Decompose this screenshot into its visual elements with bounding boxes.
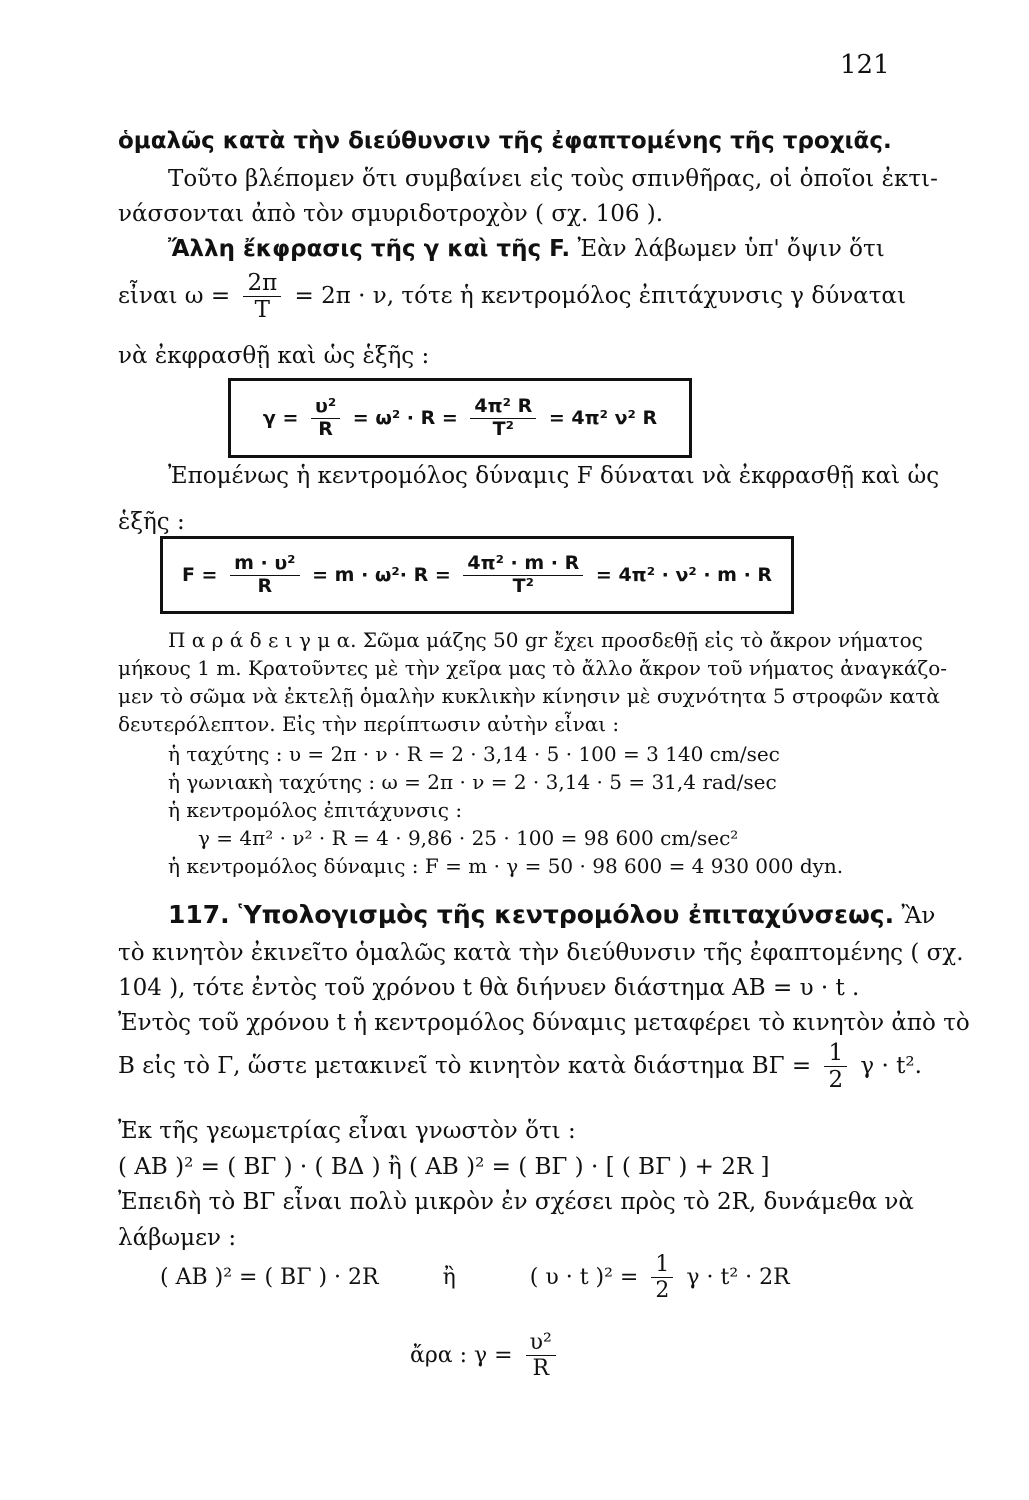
example-equation: ἡ ταχύτης : υ = 2π · ν · R = 2 · 3,14 · 5 · 100 = 3 140 cm/sec — [168, 742, 780, 766]
example-line: μήκους 1 m. Κρατοῦντες μὲ τὴν χεῖρα μας τὸ ἄλλο ἄκρον τοῦ νήματος ἀναγκάζο- — [118, 656, 948, 680]
equation-result: ἄρα : γ = $\frac{\text{υ²}}{R}$ — [410, 1330, 562, 1382]
equation-bg: Β εἰς τὸ Γ, ὥστε μετακινεῖ τὸ κινητὸν κατὰ διάστημα ΒΓ = $\frac{1}{2}$ γ · t². — [118, 1040, 922, 1094]
paragraph-line: Ἐπομένως ἡ κεντρομόλος δύναμις F δύναται νὰ ἐκφρασθῇ καὶ ὡς — [168, 463, 940, 489]
example-line: μεν τὸ σῶμα νὰ ἐκτελῇ ὁμαλὴν κυκλικὴν κίνησιν μὲ συχνότητα 5 στροφῶν κατὰ — [118, 684, 940, 708]
paragraph-line: Ἐντὸς τοῦ χρόνου t ἡ κεντρομόλος δύναμις μεταφέρει τὸ κινητὸν ἀπὸ τὸ — [118, 1010, 970, 1036]
section-heading-117: 117. Ὑπολογισμὸς τῆς κεντρομόλου ἐπιταχύνσεως. Ἂν — [168, 900, 936, 929]
equation-geometry: ( AB )² = ( ΒΓ ) · ( ΒΔ ) ἢ ( AB )² = ( ΒΓ ) · [ ( ΒΓ ) + 2R ] — [118, 1154, 770, 1180]
paragraph-line: Τοῦτο βλέπομεν ὅτι συμβαίνει εἰς τοὺς σπινθῆρας, οἱ ὁποῖοι ἐκτι- — [168, 166, 938, 192]
paragraph-line: ἑξῆς : — [118, 509, 185, 535]
paragraph-line: λάβωμεν : — [118, 1225, 237, 1251]
example-line: δευτερόλεπτον. Εἰς τὴν περίπτωσιν αὐτὴν εἶναι : — [118, 712, 620, 736]
fraction: $\frac{2\pi}{T}$ — [243, 270, 281, 324]
paragraph-line: Ἐκ τῆς γεωμετρίας εἶναι γνωστὸν ὅτι : — [118, 1118, 576, 1144]
paragraph-line: Ἐπειδὴ τὸ ΒΓ εἶναι πολὺ μικρὸν ἐν σχέσει πρὸς τὸ 2R, δυνάμεθα νὰ — [118, 1189, 914, 1215]
paragraph-line: νάσσονται ἀπὸ τὸν σμυριδοτροχὸν ( σχ. 106 ). — [118, 201, 664, 227]
paragraph-line: τὸ κινητὸν ἐκινεῖτο ὁμαλῶς κατὰ τὴν διεύθυνσιν τῆς ἐφαπτομένης ( σχ. — [118, 940, 964, 966]
example-equation: γ = 4π² · ν² · R = 4 · 9,86 · 25 · 100 = 98 600 cm/sec² — [198, 826, 739, 850]
paragraph-line: Ἄλλη ἔκφρασις τῆς γ καὶ τῆς F. Ἐὰν λάβωμεν ὑπ' ὄψιν ὅτι — [168, 236, 885, 262]
paragraph-line: 104 ), τότε ἐντὸς τοῦ χρόνου t θὰ διήνυεν διάστημα AB = υ · t . — [118, 975, 860, 1001]
example-equation: ἡ κεντρομόλος δύναμις : F = m · γ = 50 · 98 600 = 4 930 000 dyn. — [168, 854, 844, 878]
subheading: Ἄλλη ἔκφρασις τῆς γ καὶ τῆς F. — [168, 236, 571, 262]
example-line: Π α ρ ά δ ε ι γ μ α. Σῶμα μάζης 50 gr ἔχει προσδεθῇ εἰς τὸ ἄκρον νήματος — [168, 628, 923, 652]
example-equation: ἡ κεντρομόλος ἐπιτάχυνσις : — [168, 798, 463, 822]
paragraph-line: νὰ ἐκφρασθῇ καὶ ὡς ἑξῆς : — [118, 343, 430, 369]
page-number: 121 — [840, 50, 890, 80]
example-equation: ἡ γωνιακὴ ταχύτης : ω = 2π · ν = 2 · 3,14 · 5 = 31,4 rad/sec — [168, 770, 777, 794]
equation-ab: ( AB )² = ( ΒΓ ) · 2R ἢ ( υ · t )² = $\frac{1}{2}$ γ · t² · 2R — [160, 1252, 790, 1304]
line-heading-continuation: ὁμαλῶς κατὰ τὴν διεύθυνσιν τῆς ἐφαπτομένης τῆς τροχιᾶς. — [118, 128, 892, 154]
formula-box-acceleration: γ = $\frac{\text{υ²}}{R}$ = ω² · R = $\frac{\text{4π² R}}{\text{T²}}$ = 4π² ν² R — [228, 378, 692, 458]
formula-box-force: F = $\frac{\text{m · υ²}}{R}$ = m · ω²· R = $\frac{\text{4π² · m · R}}{\text{T²}}$ = 4π² · ν² · m · R — [160, 536, 794, 614]
equation-omega: εἶναι ω = $\frac{2\pi}{T}$ = 2π · ν, τότε ἡ κεντρομόλος ἐπιτάχυνσις γ δύναται — [118, 270, 906, 324]
